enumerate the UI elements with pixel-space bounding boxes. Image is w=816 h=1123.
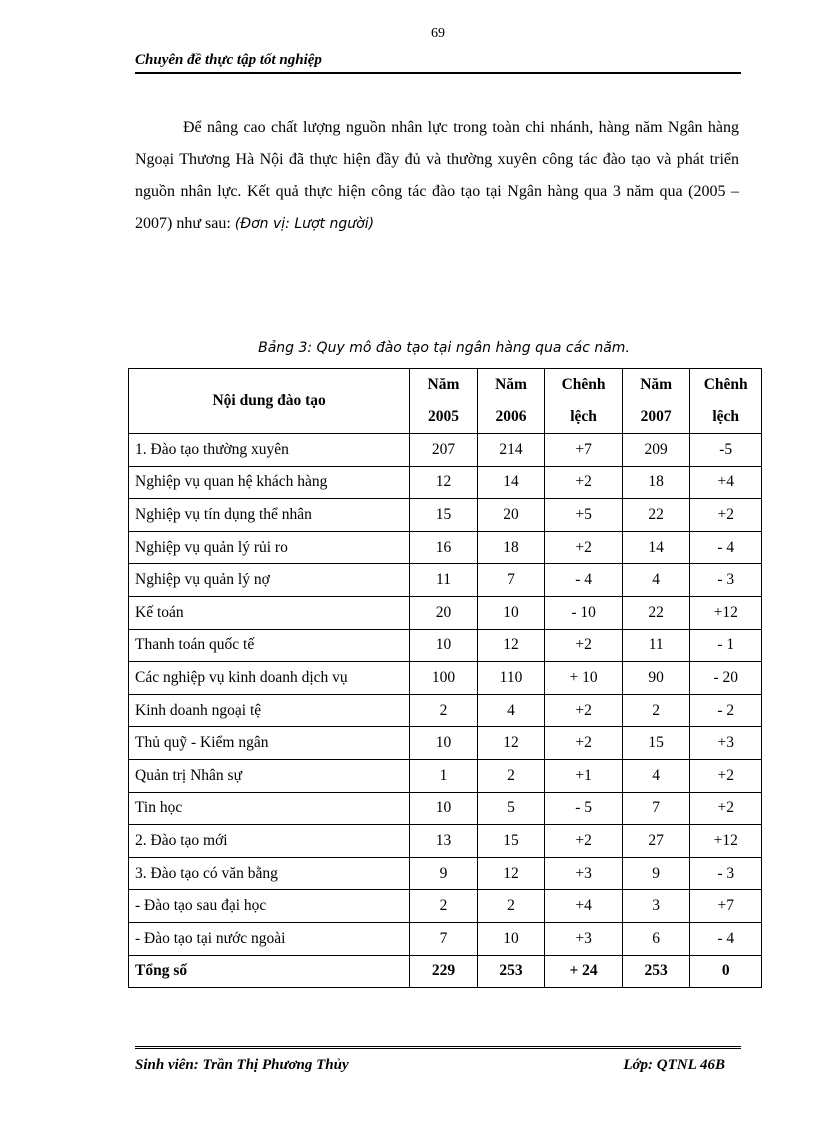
cell-y2007: 4 — [622, 564, 690, 597]
cell-y2007: 253 — [622, 955, 690, 988]
cell-y2005: 11 — [410, 564, 478, 597]
cell-y2006: 2 — [477, 759, 545, 792]
cell-y2006: 4 — [477, 694, 545, 727]
cell-diff1: +7 — [545, 434, 623, 467]
table-row — [129, 531, 762, 564]
table-row — [129, 759, 762, 792]
cell-label: 1. Đào tạo thường xuyên — [129, 434, 410, 467]
cell-label: Các nghiệp vụ kinh doanh dịch vụ — [129, 662, 410, 695]
cell-diff1: +2 — [545, 531, 623, 564]
table-caption: Bảng 3: Quy mô đào tạo tại ngân hàng qua các năm. — [258, 340, 630, 356]
page-header — [135, 50, 741, 74]
cell-diff1: +3 — [545, 857, 623, 890]
cell-y2007: 27 — [622, 825, 690, 858]
cell-y2005: 10 — [410, 629, 478, 662]
unit-note: (Đơn vị: Lượt người) — [234, 216, 375, 232]
cell-y2005: 9 — [410, 857, 478, 890]
footer-student: Sinh viên: Trần Thị Phương Thủy — [135, 1057, 349, 1073]
cell-diff1: + 24 — [545, 955, 623, 988]
cell-y2006: 20 — [477, 499, 545, 532]
cell-label: Quản trị Nhân sự — [129, 759, 410, 792]
cell-diff1: +2 — [545, 694, 623, 727]
cell-y2006: 10 — [477, 596, 545, 629]
cell-label: - Đào tạo sau đại học — [129, 890, 410, 923]
cell-label: Nghiệp vụ tín dụng thể nhân — [129, 499, 410, 532]
cell-y2006: 214 — [477, 434, 545, 467]
table-row — [129, 499, 762, 532]
cell-label: 3. Đào tạo có văn bằng — [129, 857, 410, 890]
cell-y2007: 22 — [622, 596, 690, 629]
cell-label: Tin học — [129, 792, 410, 825]
cell-y2005: 100 — [410, 662, 478, 695]
cell-y2006: 110 — [477, 662, 545, 695]
cell-diff2: - 3 — [690, 857, 762, 890]
cell-diff2: +7 — [690, 890, 762, 923]
table-row — [129, 922, 762, 955]
page-number: 69 — [431, 26, 445, 41]
cell-diff2: +2 — [690, 759, 762, 792]
page-footer — [135, 1046, 741, 1074]
cell-diff2: +12 — [690, 596, 762, 629]
cell-y2005: 10 — [410, 727, 478, 760]
cell-diff1: +5 — [545, 499, 623, 532]
cell-diff2: - 20 — [690, 662, 762, 695]
cell-y2006: 10 — [477, 922, 545, 955]
header-2006: Năm 2006 — [477, 369, 545, 434]
cell-diff2: +3 — [690, 727, 762, 760]
cell-y2005: 13 — [410, 825, 478, 858]
cell-diff1: - 10 — [545, 596, 623, 629]
cell-label: Nghiệp vụ quản lý nợ — [129, 564, 410, 597]
cell-label: Tổng số — [129, 955, 410, 988]
cell-y2007: 15 — [622, 727, 690, 760]
cell-label: Thủ quỹ - Kiểm ngân — [129, 727, 410, 760]
table-row — [129, 466, 762, 499]
cell-diff1: +2 — [545, 629, 623, 662]
cell-diff2: - 3 — [690, 564, 762, 597]
cell-diff2: +12 — [690, 825, 762, 858]
cell-diff1: +1 — [545, 759, 623, 792]
cell-diff1: +2 — [545, 466, 623, 499]
cell-diff1: + 10 — [545, 662, 623, 695]
cell-diff1: +4 — [545, 890, 623, 923]
cell-y2007: 6 — [622, 922, 690, 955]
table-row — [129, 792, 762, 825]
cell-diff1: - 5 — [545, 792, 623, 825]
cell-label: Kinh doanh ngoại tệ — [129, 694, 410, 727]
table-row — [129, 890, 762, 923]
cell-y2005: 2 — [410, 890, 478, 923]
cell-y2006: 15 — [477, 825, 545, 858]
intro-text: Để nâng cao chất lượng nguồn nhân lực trong toàn chi nhánh, hàng năm Ngân hàng Ngoại Thương Hà Nội đã thực hiện đầy đủ và thường xuyên công tác đào tạo và phát triển nguồn nhân lực. Kết quả thực hiện công tác đào tạo tại Ngân hàng qua 3 năm qua (2005 – 2007) như sau: — [135, 119, 739, 232]
table-header-row — [129, 369, 762, 434]
cell-y2005: 229 — [410, 955, 478, 988]
header-2007: Năm 2007 — [622, 369, 690, 434]
cell-label: Nghiệp vụ quan hệ khách hàng — [129, 466, 410, 499]
cell-y2006: 12 — [477, 857, 545, 890]
cell-label: Nghiệp vụ quản lý rủi ro — [129, 531, 410, 564]
cell-diff1: - 4 — [545, 564, 623, 597]
cell-y2006: 2 — [477, 890, 545, 923]
cell-y2007: 22 — [622, 499, 690, 532]
table-row — [129, 434, 762, 467]
cell-diff1: +2 — [545, 727, 623, 760]
cell-y2005: 12 — [410, 466, 478, 499]
cell-y2005: 10 — [410, 792, 478, 825]
table-row — [129, 629, 762, 662]
cell-y2005: 7 — [410, 922, 478, 955]
cell-diff2: - 4 — [690, 531, 762, 564]
cell-y2005: 1 — [410, 759, 478, 792]
cell-diff2: +2 — [690, 499, 762, 532]
cell-y2007: 3 — [622, 890, 690, 923]
table-row — [129, 564, 762, 597]
cell-y2007: 9 — [622, 857, 690, 890]
cell-y2006: 7 — [477, 564, 545, 597]
cell-y2007: 209 — [622, 434, 690, 467]
header-diff-2: Chênh lệch — [690, 369, 762, 434]
cell-y2006: 5 — [477, 792, 545, 825]
header-2005: Năm 2005 — [410, 369, 478, 434]
cell-y2007: 7 — [622, 792, 690, 825]
header-title: Chuyên đề thực tập tốt nghiệp — [135, 52, 322, 68]
header-content: Nội dung đào tạo — [129, 369, 410, 434]
cell-y2007: 2 — [622, 694, 690, 727]
cell-y2007: 4 — [622, 759, 690, 792]
cell-y2007: 18 — [622, 466, 690, 499]
cell-label: 2. Đào tạo mới — [129, 825, 410, 858]
cell-y2005: 207 — [410, 434, 478, 467]
cell-y2005: 2 — [410, 694, 478, 727]
table-total-row — [129, 955, 762, 988]
table-row — [129, 662, 762, 695]
cell-y2005: 20 — [410, 596, 478, 629]
cell-label: - Đào tạo tại nước ngoài — [129, 922, 410, 955]
cell-diff2: +2 — [690, 792, 762, 825]
cell-y2007: 90 — [622, 662, 690, 695]
cell-label: Thanh toán quốc tế — [129, 629, 410, 662]
cell-diff2: 0 — [690, 955, 762, 988]
cell-y2006: 253 — [477, 955, 545, 988]
cell-diff2: -5 — [690, 434, 762, 467]
intro-paragraph — [135, 112, 739, 240]
cell-y2006: 12 — [477, 629, 545, 662]
cell-diff2: +4 — [690, 466, 762, 499]
cell-diff2: - 4 — [690, 922, 762, 955]
cell-diff1: +3 — [545, 922, 623, 955]
cell-diff2: - 2 — [690, 694, 762, 727]
cell-y2005: 16 — [410, 531, 478, 564]
cell-label: Kế toán — [129, 596, 410, 629]
cell-y2006: 14 — [477, 466, 545, 499]
cell-y2005: 15 — [410, 499, 478, 532]
training-table — [128, 368, 762, 988]
header-diff-1: Chênh lệch — [545, 369, 623, 434]
cell-diff1: +2 — [545, 825, 623, 858]
table-row — [129, 825, 762, 858]
cell-y2007: 11 — [622, 629, 690, 662]
cell-diff2: - 1 — [690, 629, 762, 662]
cell-y2006: 18 — [477, 531, 545, 564]
footer-class: Lớp: QTNL 46B — [623, 1057, 725, 1073]
table-row — [129, 596, 762, 629]
table-row — [129, 694, 762, 727]
cell-y2007: 14 — [622, 531, 690, 564]
table-row — [129, 857, 762, 890]
cell-y2006: 12 — [477, 727, 545, 760]
table-row — [129, 727, 762, 760]
